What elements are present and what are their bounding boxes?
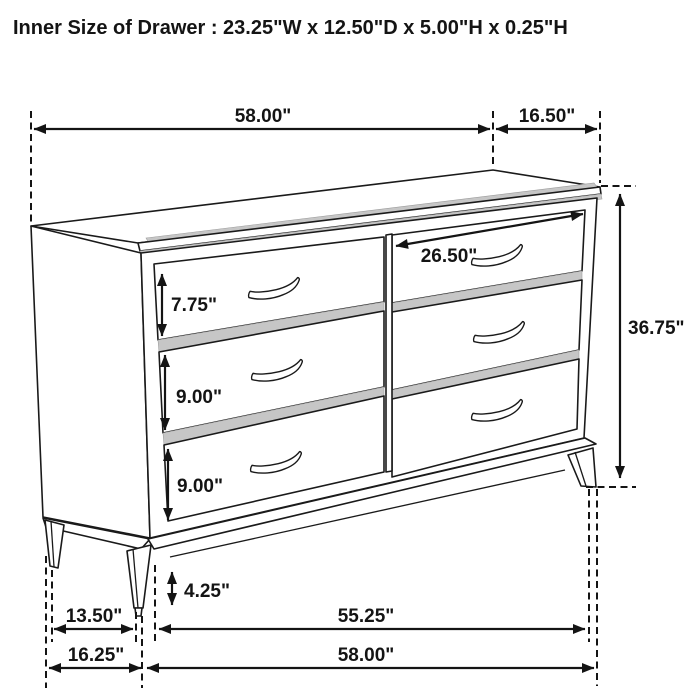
center-divider [386,234,392,472]
dim-label-overall-height: 36.75" [628,318,685,339]
dim-label-bottom-front-inner: 55.25" [337,606,395,627]
back-left-leg [45,520,64,568]
dim-label-drawer1-height: 7.75" [171,295,217,316]
dim-label-drawer2-height: 9.00" [176,387,222,408]
front-left-leg [127,545,151,616]
dim-label-bottom-side-outer: 16.25" [67,645,125,666]
dim-label-top-width: 58.00" [234,106,292,127]
dresser-drawing [31,170,602,616]
dim-label-top-depth: 16.50" [518,106,576,127]
page-title: Inner Size of Drawer : 23.25"W x 12.50"D x 5.00"H x 0.25"H [13,17,568,39]
dim-label-bottom-front-outer: 58.00" [337,645,395,666]
left-side-panel [31,226,150,538]
front-right-leg [568,448,596,487]
dim-label-leg-height: 4.25" [184,581,230,602]
dim-label-drawer3-height: 9.00" [177,476,223,497]
dim-label-drawer-width: 26.50" [420,246,478,267]
dim-label-bottom-side-inner: 13.50" [65,606,123,627]
